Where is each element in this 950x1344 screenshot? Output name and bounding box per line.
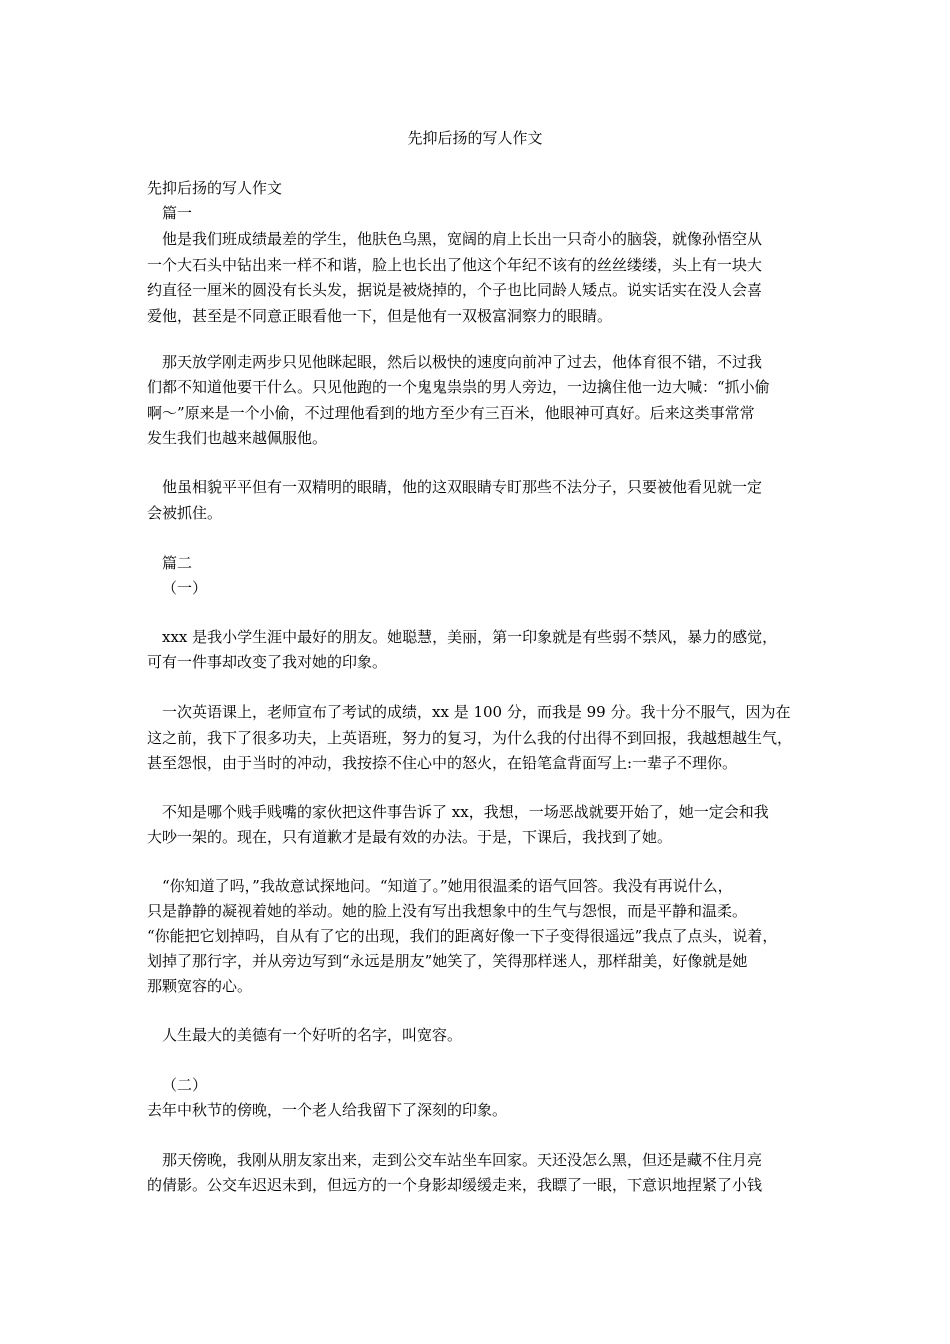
subsection-heading: （二） (162, 1076, 208, 1094)
text-line: 甚至怨恨，由于当时的冲动，我按捺不住心中的怒火，在铅笔盒背面写上:一辈子不理你。 (147, 754, 738, 772)
text-line: 一次英语课上，老师宣布了考试的成绩，xx 是 100 分，而我是 99 分。我十分不服气，因为在 (162, 703, 791, 721)
text-line: 啊～”原来是一个小偷，不过理他看到的地方至少有三百米，他眼神可真好。后来这类事常常 (147, 404, 755, 422)
text-line: 那天傍晚，我刚从朋友家出来，走到公交车站坐车回家。天还没怎么黑，但还是藏不住月亮 (162, 1151, 763, 1169)
text-line: 划掉了那行字，并从旁边写到“永远是朋友”她笑了，笑得那样迷人，那样甜美，好像就是她 (147, 952, 748, 970)
text-line: xxx 是我小学生涯中最好的朋友。她聪慧，美丽，第一印象就是有些弱不禁风，暴力的感觉， (162, 628, 778, 646)
essay-heading: 先抑后扬的写人作文 (147, 179, 283, 197)
text-line: “你能把它划掉吗，自从有了它的出现，我们的距离好像一下子变得很遥远”我点了点头，说着， (147, 927, 778, 945)
section-heading-2: 篇二 (162, 554, 193, 572)
text-line: 他虽相貌平平但有一双精明的眼睛，他的这双眼睛专盯那些不法分子，只要被他看见就一定 (162, 478, 763, 496)
text-line: 一个大石头中钻出来一样不和谐，脸上也长出了他这个年纪不该有的丝丝缕缕，头上有一块大 (147, 256, 763, 274)
text-line: 大吵一架的。现在，只有道歉才是最有效的办法。于是，下课后，我找到了她。 (147, 828, 673, 846)
text-line: “你知道了吗，”我故意试探地问。“知道了。”她用很温柔的语气回答。我没有再说什么， (162, 877, 733, 895)
text-line: 那颗宽容的心。 (147, 977, 253, 995)
document-title: 先抑后扬的写人作文 (407, 129, 543, 147)
text-line: 们都不知道他要干什么。只见他跑的一个鬼鬼祟祟的男人旁边，一边擒住他一边大喊：“抓小偷 (147, 378, 770, 396)
text-line: 爱他，甚至是不同意正眼看他一下，但是他有一双极富洞察力的眼睛。 (147, 307, 613, 325)
text-line: 那天放学刚走两步只见他眯起眼，然后以极快的速度向前冲了过去，他体育很不错，不过我 (162, 353, 763, 371)
text-line: 会被抓住。 (147, 504, 223, 522)
text-line: 的倩影。公交车迟迟未到，但远方的一个身影却缓缓走来，我瞟了一眼，下意识地捏紧了小钱 (147, 1176, 763, 1194)
text-line: 约直径一厘米的圆没有长头发，据说是被烧掉的，个子也比同龄人矮点。说实话实在没人会喜 (147, 281, 763, 299)
subsection-heading: （一） (162, 579, 208, 597)
text-line: 他是我们班成绩最差的学生，他肤色乌黑，宽阔的肩上长出一只奇小的脑袋，就像孙悟空从 (162, 230, 763, 248)
text-line: 可有一件事却改变了我对她的印象。 (147, 653, 388, 671)
text-line: 这之前，我下了很多功夫，上英语班，努力的复习，为什么我的付出得不到回报，我越想越生气， (147, 729, 793, 747)
text-line: 不知是哪个贱手贱嘴的家伙把这件事告诉了 xx，我想，一场恶战就要开始了，她一定会和我 (162, 803, 769, 821)
text-line: 人生最大的美德有一个好听的名字，叫宽容。 (162, 1026, 463, 1044)
text-line: 只是静静的凝视着她的举动。她的脸上没有写出我想象中的生气与怨恨，而是平静和温柔。 (147, 902, 748, 920)
section-heading-1: 篇一 (162, 204, 193, 222)
text-line: 去年中秋节的傍晚，一个老人给我留下了深刻的印象。 (147, 1101, 508, 1119)
text-line: 发生我们也越来越佩服他。 (147, 429, 328, 447)
